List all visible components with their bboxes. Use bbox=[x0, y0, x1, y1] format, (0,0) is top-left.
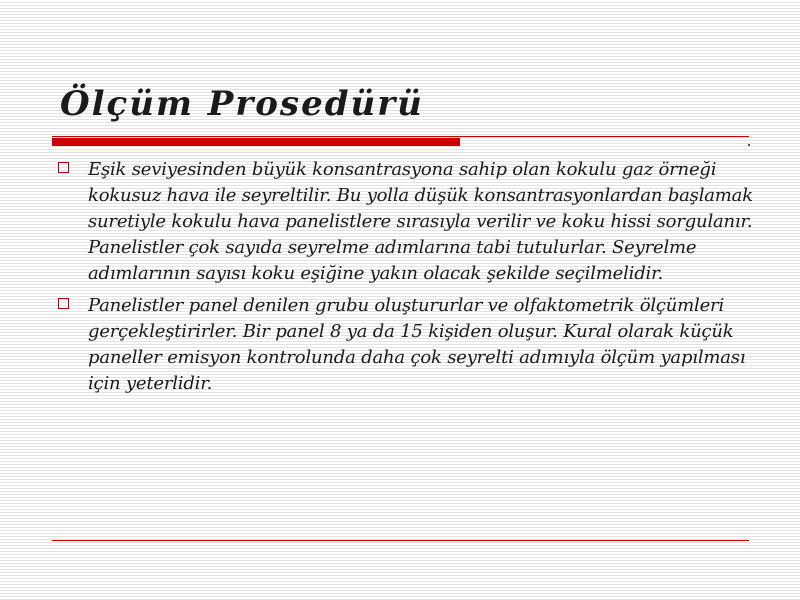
slide-title: Ölçüm Prosedürü bbox=[60, 84, 424, 124]
bullet-item bbox=[58, 293, 758, 397]
bullet-text: Eşik seviyesinden büyük konsantrasyona sahip olan kokulu gaz örneği kokusuz hava ile seyreltilir. Bu yolla düşük konsantrasyonlardan başlamak suretiyle kokulu hava panelistlere sırasıyla verilir ve koku hissi sorgulanır. Panelistler çok sayıda seyrelme adımlarına tabi tutulurlar. Seyrelme adımlarının sayısı koku eşiğine yakın olacak şekilde seçilmelidir. bbox=[88, 159, 753, 284]
title-underline-thin bbox=[52, 136, 749, 137]
bullet-item bbox=[58, 157, 758, 287]
bullet-list bbox=[58, 157, 758, 403]
hollow-square-bullet-icon bbox=[58, 162, 69, 173]
bottom-divider bbox=[52, 540, 749, 541]
hollow-square-bullet-icon bbox=[58, 298, 69, 309]
bullet-text: Panelistler panel denilen grubu oluştururlar ve olfaktometrik ölçümleri gerçekleştirirler. Bir panel 8 ya da 15 kişiden oluşur. Kural olarak küçük paneller emisyon kontrolunda daha çok seyrelti adımıyla ölçüm yapılması için yeterlidir. bbox=[88, 295, 746, 394]
title-underline-thick bbox=[52, 138, 460, 146]
decorative-dot bbox=[748, 144, 750, 146]
